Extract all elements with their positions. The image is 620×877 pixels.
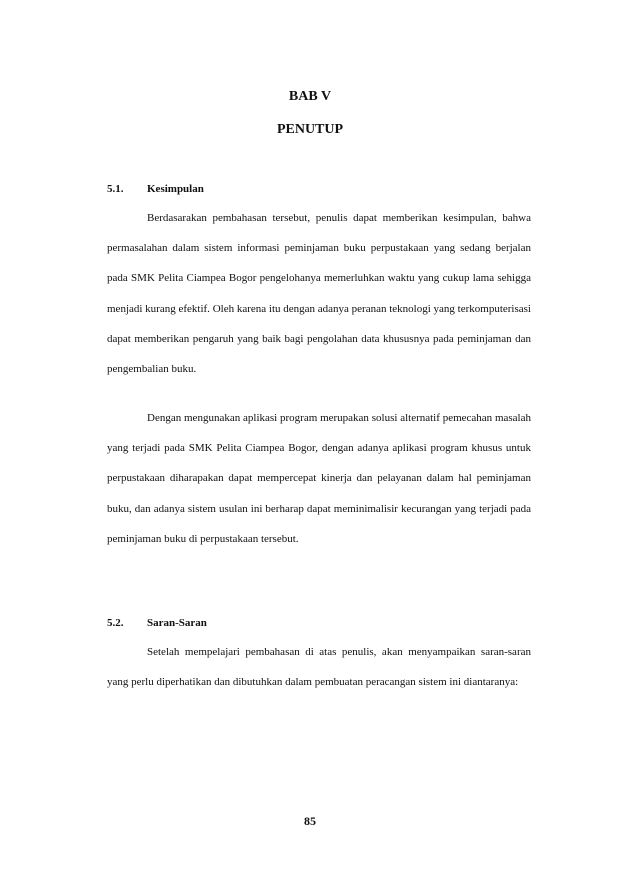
section-title: Saran-Saran xyxy=(147,617,207,629)
section-number: 5.1. xyxy=(107,183,124,195)
paragraph: Berdasarakan pembahasan tersebut, penulis dapat memberikan kesimpulan, bahwa permasalahan dalam sistem informasi peminjaman buku perpustakaan yang sedang berjalan pada SMK Pelita Ciampea Bogor pengelohanya memerluhkan waktu yang cukup lama sehigga menjadi kurang efektif. Oleh karena itu dengan adanya peranan teknologi yang terkomputerisasi dapat memberikan pengaruh yang baik bagi pengolahan data khususnya pada peminjaman dan pengembalian buku. xyxy=(107,212,531,376)
chapter-label: BAB V xyxy=(288,89,332,104)
paragraph: Setelah mempelajari pembahasan di atas penulis, akan menyampaikan saran-saran yang perlu diperhatikan dan dibutuhkan dalam pembuatan peracangan sistem ini diantaranya: xyxy=(107,646,531,689)
paragraph: Dengan mengunakan aplikasi program merupakan solusi alternatif pemecahan masalah yang terjadi pada SMK Pelita Ciampea Bogor, dengan adanya aplikasi program khusus untuk perpustakaan diharapakan dapat mempercepat kinerja dan pelayanan dalam hal peminjaman buku, dan adanya sistem usulan ini berharap dapat meminimalisir kecurangan yang terjadi pada peminjaman buku di perpustakaan tersebut. xyxy=(107,412,531,545)
section-heading-kesimpulan xyxy=(107,183,204,195)
section-number: 5.2. xyxy=(107,617,124,629)
section-title: Kesimpulan xyxy=(147,183,204,195)
section-heading-saran xyxy=(107,617,207,629)
chapter-title: PENUTUP xyxy=(276,122,344,137)
page-number: 85 xyxy=(304,814,316,828)
